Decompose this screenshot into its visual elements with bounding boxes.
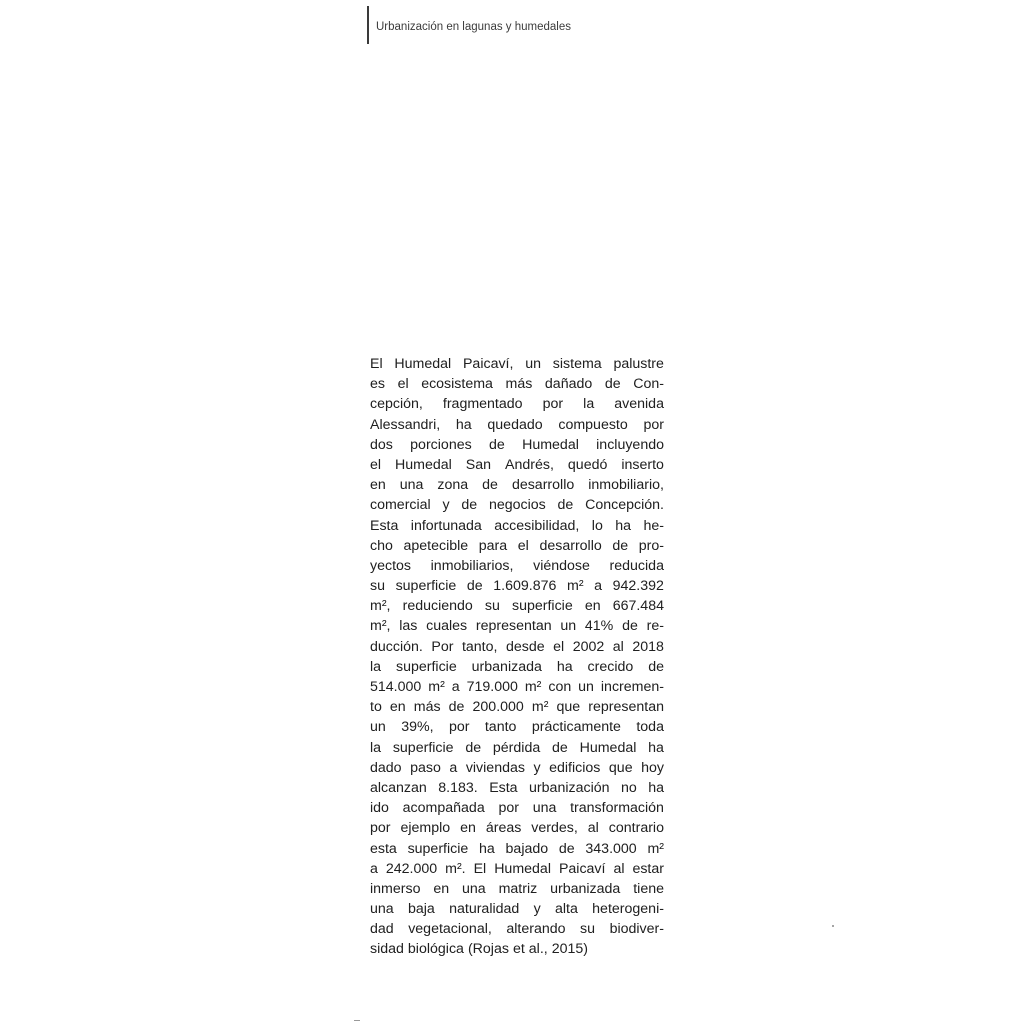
word: en <box>584 598 601 615</box>
word: al., <box>528 941 548 958</box>
word: pérdida <box>492 739 541 756</box>
word: yectos <box>370 557 412 574</box>
word: Por <box>431 638 454 655</box>
word: apetecible <box>403 537 469 554</box>
word: compuesto <box>558 416 628 433</box>
scan-mark <box>354 1020 360 1021</box>
word: una <box>462 880 486 897</box>
word: superficie <box>395 578 457 595</box>
word: m², <box>370 598 391 615</box>
word: dado <box>370 759 402 776</box>
word: 1.609.876 <box>493 578 557 595</box>
word: áreas <box>485 820 522 837</box>
word: 2018 <box>632 638 664 655</box>
word: de <box>557 497 574 514</box>
word: m². <box>445 860 466 877</box>
word: de <box>482 477 498 494</box>
word: incremen- <box>600 679 664 695</box>
text-line <box>370 374 664 394</box>
word: una <box>370 901 394 918</box>
text-line <box>370 637 664 657</box>
word: m² <box>531 699 549 716</box>
word: un <box>525 356 541 372</box>
word: urbanizada <box>550 880 621 897</box>
word: un <box>578 679 594 695</box>
text-line <box>370 818 664 838</box>
word: viéndose <box>533 557 590 574</box>
word: matriz <box>498 880 538 897</box>
word: m² <box>428 679 445 695</box>
word: superficie <box>395 658 457 675</box>
word: en <box>433 880 450 897</box>
word: Humedal <box>394 356 452 372</box>
text-line <box>370 879 664 899</box>
word: por <box>370 820 391 837</box>
word: ha <box>556 658 573 675</box>
text-line <box>370 899 664 919</box>
word: Con- <box>633 376 664 393</box>
word: prácticamente <box>531 719 621 736</box>
word: de <box>648 658 664 675</box>
word: fragmentado <box>442 396 523 413</box>
word: 242.000 <box>385 860 438 877</box>
word: desarrollo <box>539 537 602 554</box>
text-line <box>370 536 664 556</box>
word: lo <box>591 517 603 534</box>
word: reduciendo <box>402 598 473 615</box>
word: inserto <box>621 456 664 473</box>
scan-speck <box>832 925 834 927</box>
word: 2015) <box>551 941 589 958</box>
word: Concepción. <box>585 497 664 514</box>
word: al <box>612 638 624 655</box>
word: representan <box>588 699 664 716</box>
word: re- <box>646 618 664 635</box>
word: (Rojas <box>467 941 509 958</box>
word: quedó <box>567 456 608 473</box>
word: de <box>612 537 629 554</box>
word: a <box>449 759 458 776</box>
word: viviendas <box>465 759 525 776</box>
word: un <box>370 719 386 736</box>
word: de <box>558 840 575 857</box>
word: esta <box>370 840 397 857</box>
word: Paicaví <box>558 860 606 877</box>
word: transformación <box>570 800 664 817</box>
word: pro- <box>638 537 664 554</box>
word: El <box>473 860 487 877</box>
word: ido <box>370 800 389 817</box>
word: negocios <box>488 497 546 514</box>
word: Humedal <box>494 860 551 877</box>
text-line <box>370 516 664 536</box>
word: 343.000 <box>585 840 637 857</box>
text-line <box>370 677 664 697</box>
text-line <box>370 939 664 959</box>
text-line <box>370 596 664 616</box>
word: palustre <box>613 356 664 372</box>
word: el <box>397 376 409 393</box>
word: Humedal <box>395 456 452 473</box>
word: paso <box>410 759 441 776</box>
word: estar <box>632 860 664 877</box>
text-line <box>370 556 664 576</box>
word: en <box>389 699 406 716</box>
text-line <box>370 394 664 414</box>
word: alterando <box>506 921 566 938</box>
word: ha <box>615 517 632 534</box>
word: por <box>643 416 664 433</box>
word: et <box>512 941 525 958</box>
word: tanto, <box>461 638 498 655</box>
word: de <box>622 618 638 635</box>
word: cuales <box>426 618 468 635</box>
word: de <box>448 699 465 716</box>
word: Alessandri, <box>370 416 441 433</box>
word: tiene <box>633 880 664 897</box>
word: ha <box>648 739 664 756</box>
word: avenida <box>614 396 664 413</box>
word: naturalidad <box>449 901 520 918</box>
word: dad <box>370 921 394 938</box>
word: 8.183. <box>438 779 478 796</box>
word: cepción, <box>370 396 423 413</box>
word: Paicaví, <box>462 356 514 372</box>
word: urbanización <box>529 779 610 796</box>
word: el <box>370 456 382 473</box>
word: representan <box>475 618 552 635</box>
word: es <box>370 376 385 393</box>
word: dos <box>370 436 393 453</box>
word: para <box>478 537 508 554</box>
word: m² <box>524 679 542 695</box>
word: porciones <box>410 436 472 453</box>
word: sidad <box>370 941 404 958</box>
word: de <box>465 739 482 756</box>
word: m² <box>647 840 664 857</box>
word: Esta <box>489 779 518 796</box>
word: inmobiliarios, <box>430 557 514 574</box>
word: ha <box>479 840 495 857</box>
word: las <box>399 618 418 635</box>
word: su <box>370 578 385 595</box>
word: que <box>556 699 581 716</box>
text-line <box>370 758 664 778</box>
text-line <box>370 839 664 859</box>
word: 39%, <box>401 719 434 736</box>
text-line <box>370 859 664 879</box>
word: que <box>608 759 633 776</box>
word: no <box>620 779 637 796</box>
word: Andrés, <box>505 456 554 473</box>
word: comercial <box>370 497 431 514</box>
word: Humedal <box>522 436 579 453</box>
word: quedado <box>487 416 543 433</box>
word: zona <box>437 477 469 494</box>
word: 2002 <box>572 638 605 655</box>
word: superficie <box>407 840 469 857</box>
word: más <box>413 699 441 716</box>
word: hoy <box>641 759 664 776</box>
word: desde <box>505 638 545 655</box>
word: crecido <box>587 658 634 675</box>
text-line <box>370 798 664 818</box>
word: el <box>553 638 565 655</box>
word: contrario <box>608 820 664 837</box>
word: 200.000 <box>472 699 524 716</box>
word: superficie <box>511 598 573 615</box>
word: de <box>552 739 568 756</box>
word: a <box>451 679 460 695</box>
text-line <box>370 435 664 455</box>
word: la <box>370 658 382 675</box>
word: 41% <box>584 618 614 635</box>
word: 719.000 <box>466 679 518 695</box>
word: su <box>580 921 596 938</box>
header-vertical-rule <box>367 6 369 44</box>
word: ducción. <box>370 638 423 655</box>
word: su <box>484 598 500 615</box>
text-line <box>370 657 664 677</box>
word: vegetacional, <box>408 921 492 938</box>
word: con <box>548 679 572 695</box>
text-line <box>370 576 664 596</box>
word: 667.484 <box>612 598 664 615</box>
word: el <box>517 537 529 554</box>
word: en <box>370 477 386 494</box>
word: 514.000 <box>370 679 422 695</box>
word: 942.392 <box>612 578 664 595</box>
word: urbanizada <box>471 658 542 675</box>
word: m², <box>370 618 391 635</box>
word: y <box>442 497 450 514</box>
word: heterogeni- <box>592 901 664 918</box>
word: superficie <box>392 739 454 756</box>
word: en <box>460 820 476 837</box>
text-line <box>370 455 664 475</box>
word: la <box>583 396 595 413</box>
word: reducida <box>609 557 664 574</box>
word: tanto <box>484 719 517 736</box>
word: m² <box>567 578 584 595</box>
text-line <box>370 495 664 515</box>
text-line <box>370 778 664 798</box>
word: una <box>532 800 557 817</box>
word: infortunada <box>410 517 482 534</box>
word: ha <box>455 416 472 433</box>
word: más <box>505 376 533 393</box>
word: a <box>370 860 378 877</box>
text-line <box>370 354 664 374</box>
text-line <box>370 415 664 435</box>
word: una <box>399 477 424 494</box>
word: edificios <box>549 759 601 776</box>
word: Esta <box>370 517 399 534</box>
text-line <box>370 697 664 717</box>
word: toda <box>636 719 664 736</box>
word: de <box>461 497 478 514</box>
word: ha <box>648 779 664 796</box>
word: inmobiliario, <box>588 477 664 494</box>
body-paragraph <box>370 354 664 960</box>
word: verdes, <box>531 820 578 837</box>
word: biodiver- <box>609 921 664 938</box>
word: biológica <box>407 941 464 958</box>
word: he- <box>643 517 664 534</box>
word: por <box>498 800 519 817</box>
word: sistema <box>552 356 602 372</box>
word: desarrollo <box>511 477 575 494</box>
word: ecosistema <box>421 376 493 393</box>
word: alta <box>555 901 578 918</box>
word: y <box>533 901 541 918</box>
word: ejemplo <box>400 820 451 837</box>
word: accesibilidad, <box>494 517 580 534</box>
word: baja <box>407 901 435 918</box>
word: inmerso <box>370 880 421 897</box>
word: El <box>370 356 383 372</box>
word: cho <box>370 537 393 554</box>
word: de <box>466 578 483 595</box>
word: un <box>560 618 577 635</box>
running-header: Urbanización en lagunas y humedales <box>376 21 571 33</box>
word: por <box>448 719 470 736</box>
text-line <box>370 717 664 737</box>
text-line <box>370 475 664 495</box>
text-line <box>370 919 664 939</box>
word: a <box>594 578 603 595</box>
word: San <box>465 456 492 473</box>
word: la <box>370 739 382 756</box>
word: de <box>604 376 621 393</box>
word: de <box>489 436 505 453</box>
word: alcanzan <box>370 779 427 796</box>
word: al <box>613 860 625 877</box>
word: Humedal <box>579 739 637 756</box>
word: al <box>587 820 599 837</box>
word: bajado <box>505 840 549 857</box>
word: to <box>370 699 382 716</box>
word: incluyendo <box>596 436 664 453</box>
text-line <box>370 616 664 636</box>
word: por <box>542 396 564 413</box>
word: y <box>533 759 541 776</box>
word: acompañada <box>402 800 485 817</box>
word: dañado <box>544 376 593 393</box>
text-line <box>370 738 664 758</box>
